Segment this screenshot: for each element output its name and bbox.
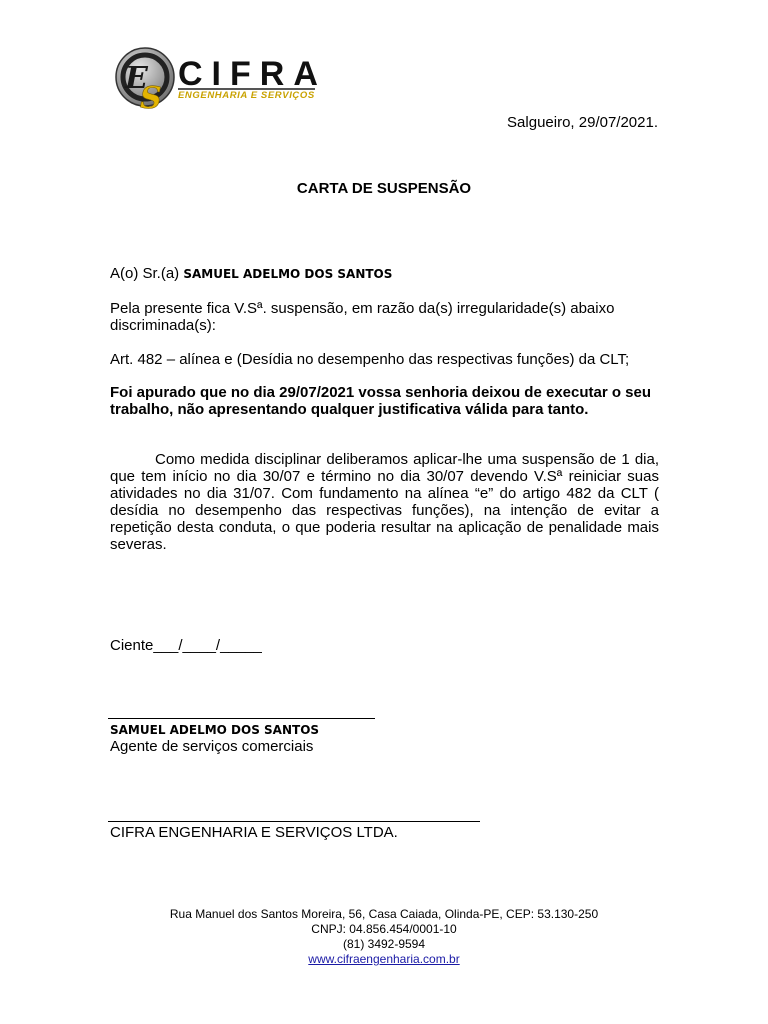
company-logo	[112, 44, 362, 114]
company-name: CIFRA ENGENHARIA E SERVIÇOS LTDA.	[110, 824, 398, 841]
intro-paragraph: Pela presente fica V.Sª. suspensão, em razão da(s) irregularidade(s) abaixo discriminada(s):	[110, 300, 615, 334]
company-signature-line	[108, 821, 480, 822]
article-paragraph: Art. 482 – alínea e (Desídia no desempenho das respectivas funções) da CLT;	[110, 351, 630, 368]
place-date: Salgueiro, 29/07/2021.	[507, 114, 658, 131]
svg-text:S: S	[140, 81, 162, 114]
svg-text:E: E	[125, 61, 148, 96]
footer-address: Rua Manuel dos Santos Moreira, 56, Casa Caiada, Olinda-PE, CEP: 53.130-250	[169, 907, 599, 921]
footer-website-link[interactable]: www.cifraengenharia.com.br	[308, 952, 460, 966]
footer-phone: (81) 3492-9594	[342, 937, 426, 951]
finding-paragraph: Foi apurado que no dia 29/07/2021 vossa senhoria deixou de executar o seu trabalho, não apresentando qualquer justificativa válida para tanto.	[110, 384, 652, 418]
salutation	[110, 265, 659, 283]
ciente-line: Ciente___/____/_____	[110, 637, 262, 654]
cifra-emblem-icon	[112, 44, 178, 114]
employee-signature-line	[108, 718, 375, 719]
document-title: CARTA DE SUSPENSÃO	[296, 180, 472, 197]
logo-subtitle: ENGENHARIA E SERVIÇOS	[178, 90, 315, 101]
addressee-name: SAMUEL ADELMO DOS SANTOS	[183, 267, 393, 281]
employee-signature-name: SAMUEL ADELMO DOS SANTOS	[110, 723, 320, 737]
footer-cnpj: CNPJ: 04.856.454/0001-10	[311, 922, 457, 936]
logo-wordmark: CIFRA	[178, 55, 327, 93]
measure-paragraph: Como medida disciplinar deliberamos aplicar-lhe uma suspensão de 1 dia, que tem início no dia 30/07 e término no dia 30/07 devendo V.Sª reiniciar suas atividades no dia 31/07. Com fundamento na alínea “e” do artigo 482 da CLT ( desídia no desempenho das respectivas funções), na intenção de evitar a repetição desta conduta, o que poderia resultar na aplicação de penalidade mais severas.	[110, 451, 659, 553]
footer	[0, 907, 768, 967]
employee-role: Agente de serviços comerciais	[110, 738, 314, 755]
salutation-prefix: A(o) Sr.(a)	[110, 265, 180, 282]
